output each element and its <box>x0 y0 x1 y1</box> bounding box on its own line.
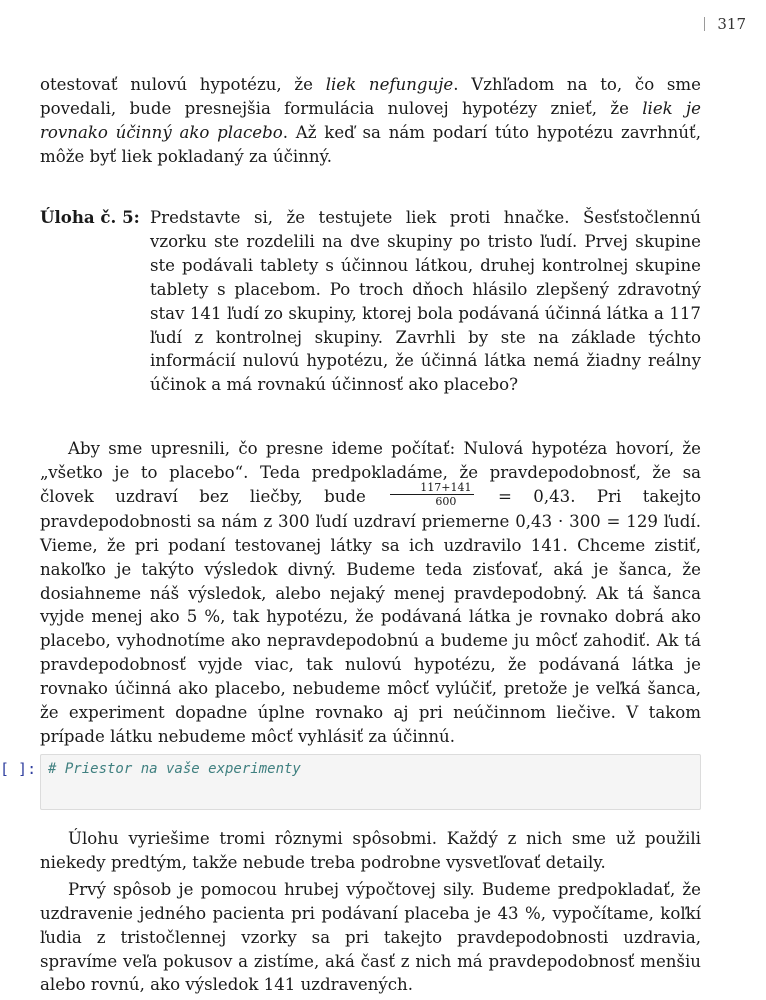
task-block <box>40 206 701 397</box>
code-cell <box>0 754 766 812</box>
page-header <box>704 12 746 36</box>
code-comment: # Priestor na vaše experimenty <box>48 761 301 777</box>
emphasis: liek nefunguje <box>325 75 454 94</box>
methods-paragraph: Úlohu vyriešime tromi rôznymi spôsobmi. Každý z nich sme už použili niekedy predtým, takže nebude treba podrobne vysvetľovať detaily. <box>40 829 701 872</box>
explanation-paragraph <box>40 437 701 749</box>
cell-prompt: [ ]: <box>0 760 37 778</box>
page-number: 317 <box>717 15 746 33</box>
task-text: Predstavte si, že testujete liek proti hnačke. Šesťstočlennú vzorku ste rozdelili na dve skupiny po tristo ľudí. Prvej skupine ste podávali tablety s účinnou látkou, druhej kontrolnej skupine tablety s placebom. Po troch dňoch hlásilo zlepšený zdravotný stav 141 ľudí zo skupiny, ktorej bola podávaná účinná látka a 117 ľudí z kontrolnej skupiny. Zavrhli by ste na základe týchto informácií nulovú hypotézu, že účinná látka nemá žiadny reálny účinok a má rovnakú účinnosť ako placebo? <box>150 208 701 395</box>
text-run: . Vzhľadom na to, čo sme povedali, bude presnejšia formulácia nulovej hypotézy znieť, že <box>40 75 701 118</box>
solution-paragraphs <box>40 827 701 997</box>
fraction <box>390 482 473 507</box>
text-run: Aby sme upresnili, čo presne ideme počítať: Nulová hypotéza hovorí, že „všetko je to placebo“. Teda predpokladáme, že pravdepodobnosť, že sa človek uzdraví bez liečby, bude <box>40 439 701 506</box>
header-divider <box>704 17 705 31</box>
text-run: otestovať nulovú hypotézu, že <box>40 75 326 94</box>
fraction-numerator: 117+141 <box>390 482 473 495</box>
brute-force-paragraph: Prvý spôsob je pomocou hrubej výpočtovej sily. Budeme predpokladať, že uzdravenie jedného pacienta pri podávaní placeba je 43 %, vypočítame, koľkí ľudia z tristočlennej vzorky sa pri takejto pravdepodobnosti uzdravia, spravíme veľa pokusov a zistíme, aká časť z nich má pravdepodobnosť menšiu alebo rovnú, ako výsledok 141 uzdravených. <box>40 879 701 995</box>
fraction-denominator: 600 <box>435 494 457 508</box>
text-run: = 0,43. Pri takejto pravdepodobnosti sa nám z 300 ľudí uzdraví priemerne 0,43 · 300 = 129 ľudí. Vieme, že pri podaní testovanej látky sa ich uzdravilo 141. Chceme zistiť, nakoľko je takýto výsledok divný. Budeme teda zisťovať, aká je šanca, že dosiahneme náš výsledok, alebo nejaký menej pravdepodobný. Ak tá šanca vyjde menej ako 5 %, tak hypotézu, že podávaná látka je rovnako dobrá ako placebo, vyhodnotíme ako nepravdepodobnú a budeme ju môcť zahodiť. Ak tá pravdepodobnosť vyjde viac, tak nulovú hypotézu, že podávaná látka je rovnako účinná ako placebo, nebudeme môcť vylúčiť, pretože je veľká šanca, že experiment dopadne úplne rovnako aj pri neúčinnom liečive. V takom prípade látku nebudeme môcť vyhlásiť za účinnú. <box>40 486 701 746</box>
intro-paragraph <box>40 73 701 169</box>
emphasis: liek je rovnako účinný ako placebo <box>40 98 701 142</box>
code-input[interactable] <box>40 754 701 810</box>
task-label: Úloha č. 5: <box>40 207 140 227</box>
text-run: . Až keď sa nám podarí túto hypotézu zavrhnúť, môže byť liek pokladaný za účinný. <box>40 122 701 166</box>
